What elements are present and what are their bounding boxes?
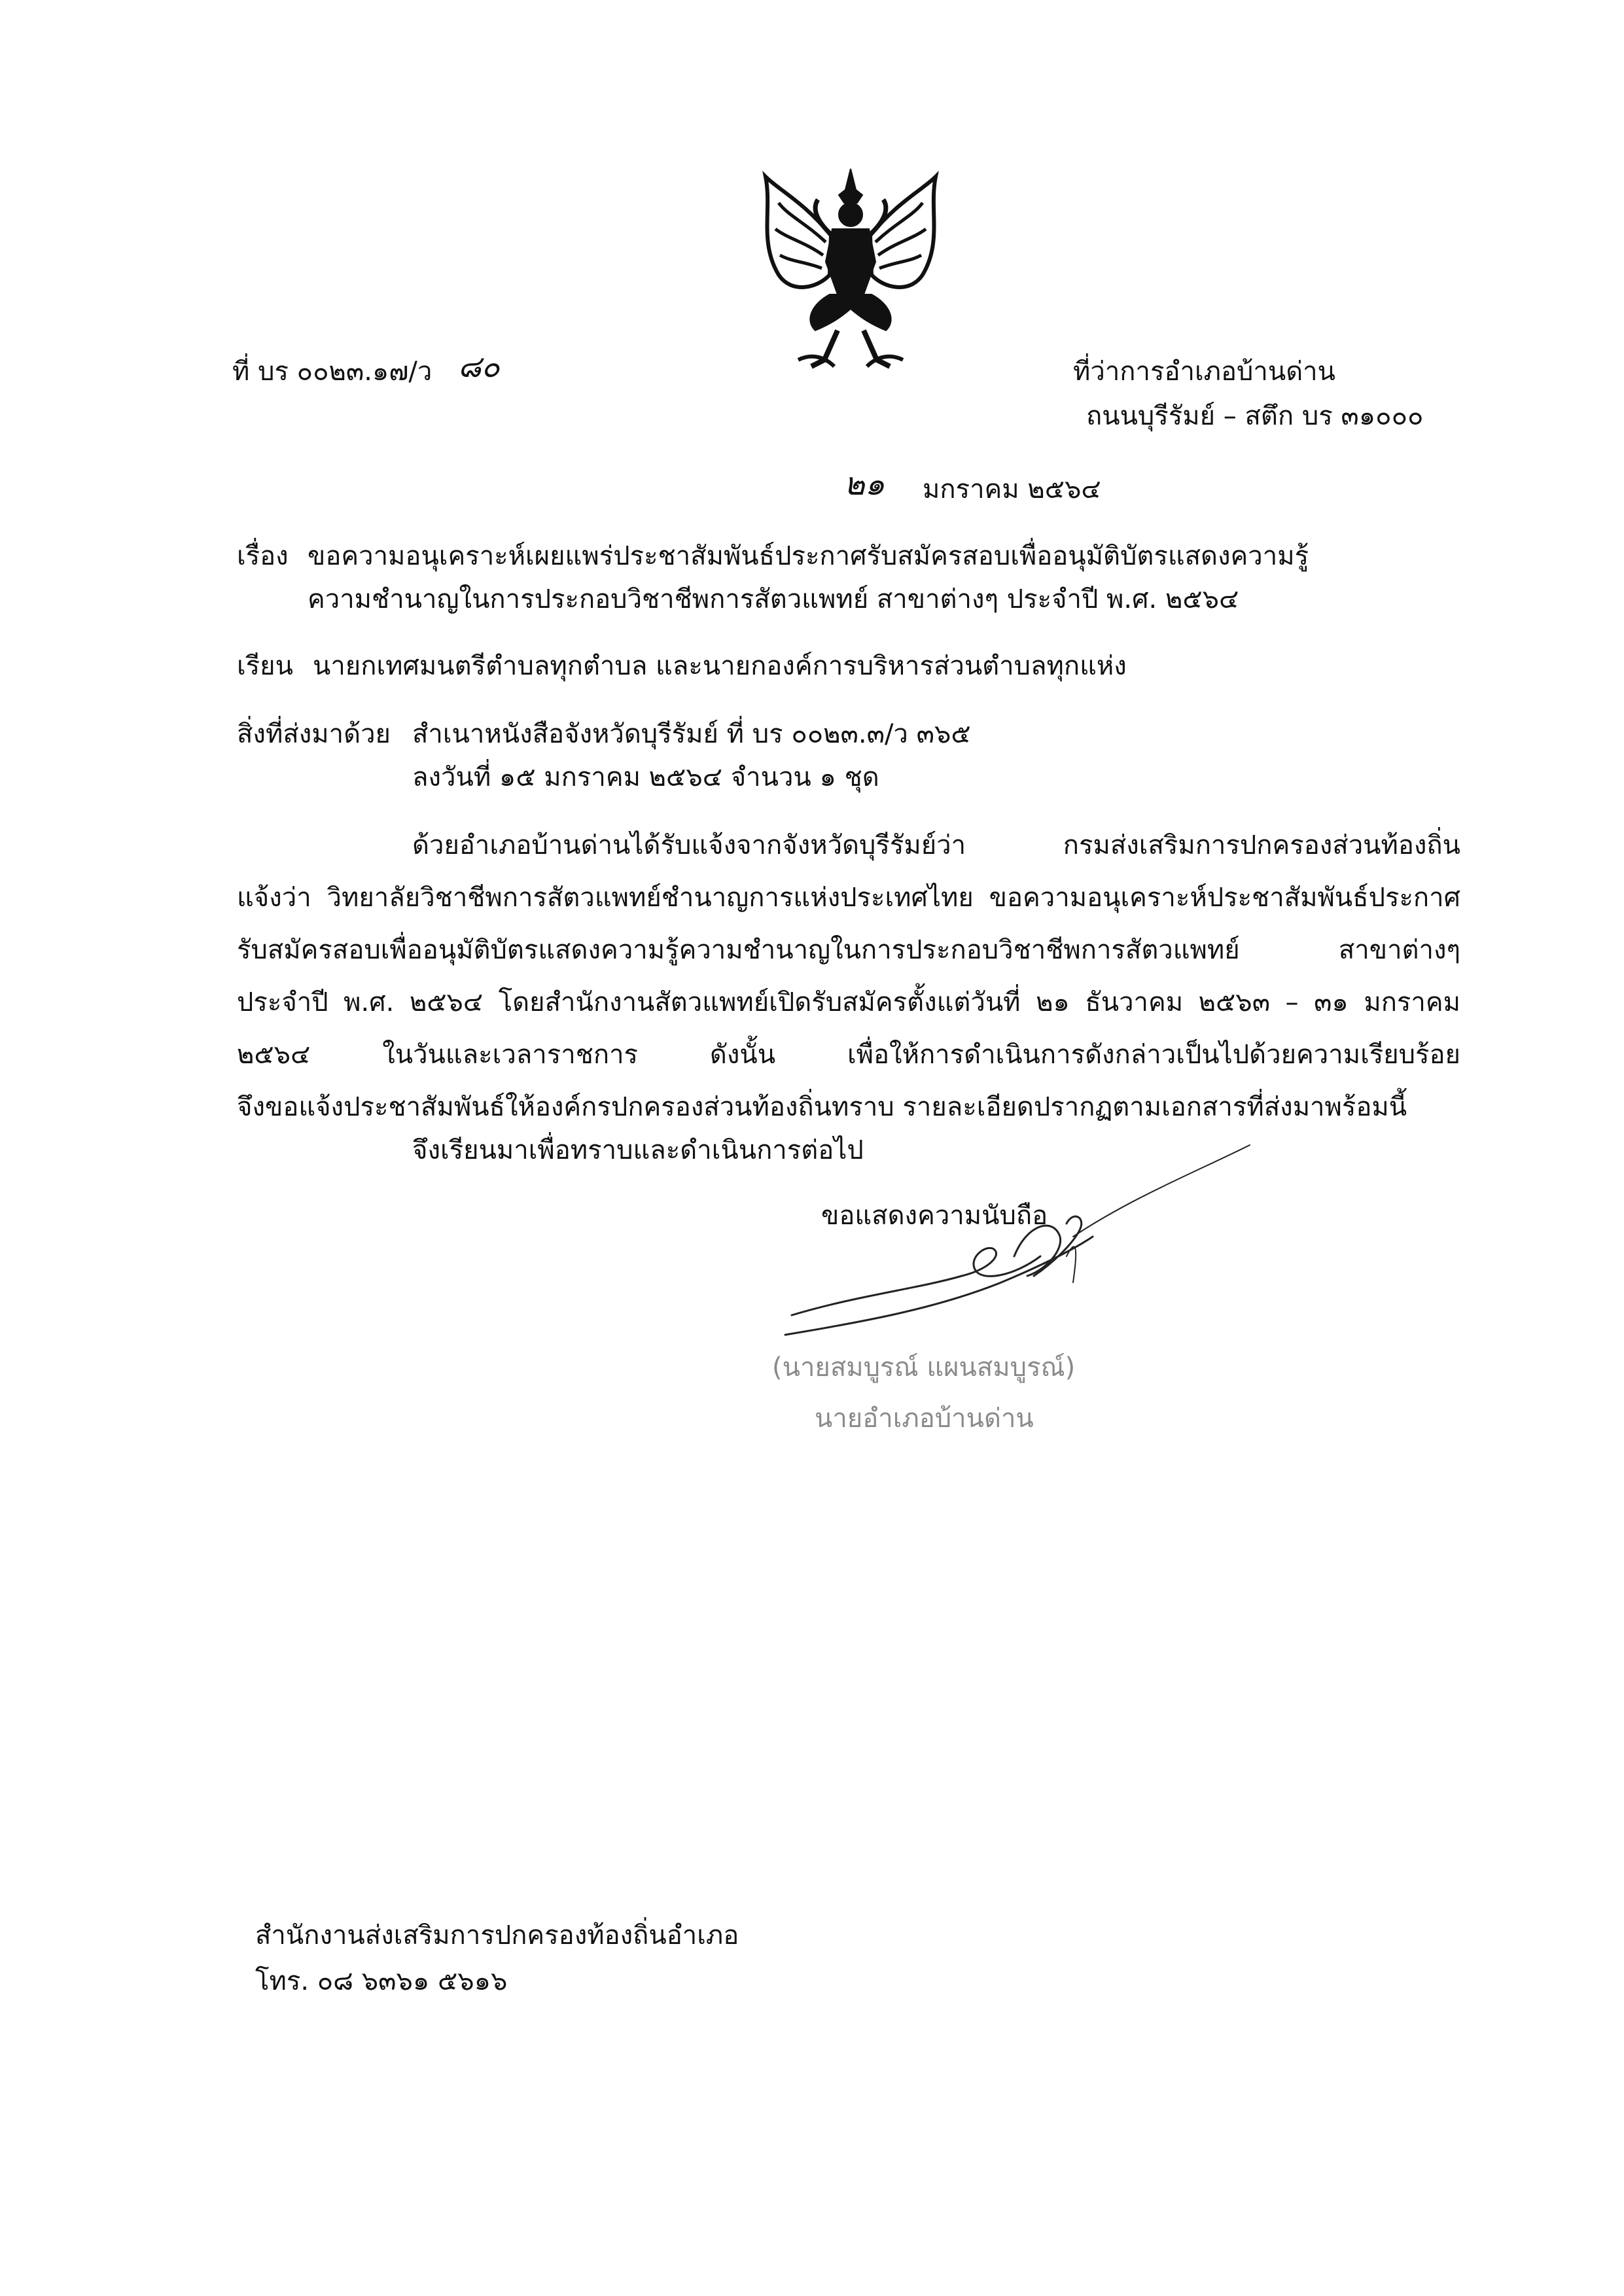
- enclosure-line2: ลงวันที่ ๑๕ มกราคม ๒๕๖๔ จำนวน ๑ ชุด: [412, 762, 879, 792]
- office-address-line1: ที่ว่าการอำเภอบ้านด่าน: [1073, 357, 1335, 387]
- letter-date: มกราคม ๒๕๖๔: [923, 474, 1101, 504]
- subject-line2: ความชำนาญในการประกอบวิชาชีพการสัตวแพทย์ สาขาต่างๆ ประจำปี พ.ศ. ๒๕๖๔: [308, 584, 1239, 614]
- garuda-emblem-icon: [752, 164, 949, 373]
- subject-label: เรื่อง: [237, 541, 289, 571]
- date-handwritten-day: ๒๑: [844, 466, 885, 503]
- signatory-name: (นายสมบูรณ์ แผนสมบูรณ์): [772, 1352, 1076, 1383]
- recipient-text: นายกเทศมนตรีตำบลทุกตำบล และนายกองค์การบริหารส่วนตำบลทุกแห่ง: [313, 651, 1127, 681]
- body-line: แจ้งว่า วิทยาลัยวิชาชีพการสัตวแพทย์ชำนาญการแห่งประเทศไทย ขอความอนุเคราะห์ประชาสัมพันธ์ประกาศ: [237, 883, 1460, 913]
- body-paragraph: [237, 819, 1460, 1133]
- body-line: รับสมัครสอบเพื่ออนุมัติบัตรแสดงความรู้ความชำนาญในการประกอบวิชาชีพการสัตวแพทย์ สาขาต่างๆ: [237, 935, 1460, 965]
- body-line: จึงขอแจ้งประชาสัมพันธ์ให้องค์กรปกครองส่วนท้องถิ่นทราบ รายละเอียดปรากฏตามเอกสารที่ส่งมาพร้อมนี้: [237, 1092, 1407, 1122]
- closing-salutation: ขอแสดงความนับถือ: [821, 1201, 1048, 1231]
- office-address-line2: ถนนบุรีรัมย์ – สตึก บร ๓๑๐๐๐: [1086, 401, 1424, 431]
- body-line: ประจำปี พ.ศ. ๒๕๖๔ โดยสำนักงานสัตวแพทย์เปิดรับสมัครตั้งแต่วันที่ ๒๑ ธันวาคม ๒๕๖๓ – ๓๑ มกราคม: [237, 987, 1460, 1017]
- reference-number: ที่ บร ๐๐๒๓.๑๗/ว: [232, 357, 432, 387]
- recipient-label: เรียน: [237, 651, 293, 681]
- subject-line1: ขอความอนุเคราะห์เผยแพร่ประชาสัมพันธ์ประกาศรับสมัครสอบเพื่ออนุมัติบัตรแสดงความรู้: [308, 541, 1309, 571]
- signatory-position: นายอำเภอบ้านด่าน: [815, 1404, 1034, 1434]
- footer-phone: โทร. ๐๘ ๖๓๖๑ ๕๖๑๖: [255, 1966, 508, 1996]
- reference-handwritten-number: ๘๐: [458, 349, 500, 384]
- body-line: ๒๕๖๔ ในวันและเวลาราชการ ดังนั้น เพื่อให้การดำเนินการดังกล่าวเป็นไปด้วยความเรียบร้อย: [237, 1040, 1460, 1070]
- closing-request: จึงเรียนมาเพื่อทราบและดำเนินการต่อไป: [412, 1135, 864, 1165]
- signature-icon: [766, 1125, 1263, 1374]
- footer-department: สำนักงานส่งเสริมการปกครองท้องถิ่นอำเภอ: [255, 1920, 739, 1951]
- body-line: ด้วยอำเภอบ้านด่านได้รับแจ้งจากจังหวัดบุรีรัมย์ว่า กรมส่งเสริมการปกครองส่วนท้องถิ่น: [412, 830, 1460, 860]
- enclosure-label: สิ่งที่ส่งมาด้วย: [237, 719, 391, 749]
- enclosure-line1: สำเนาหนังสือจังหวัดบุรีรัมย์ ที่ บร ๐๐๒๓.๓/ว ๓๖๕: [412, 719, 971, 749]
